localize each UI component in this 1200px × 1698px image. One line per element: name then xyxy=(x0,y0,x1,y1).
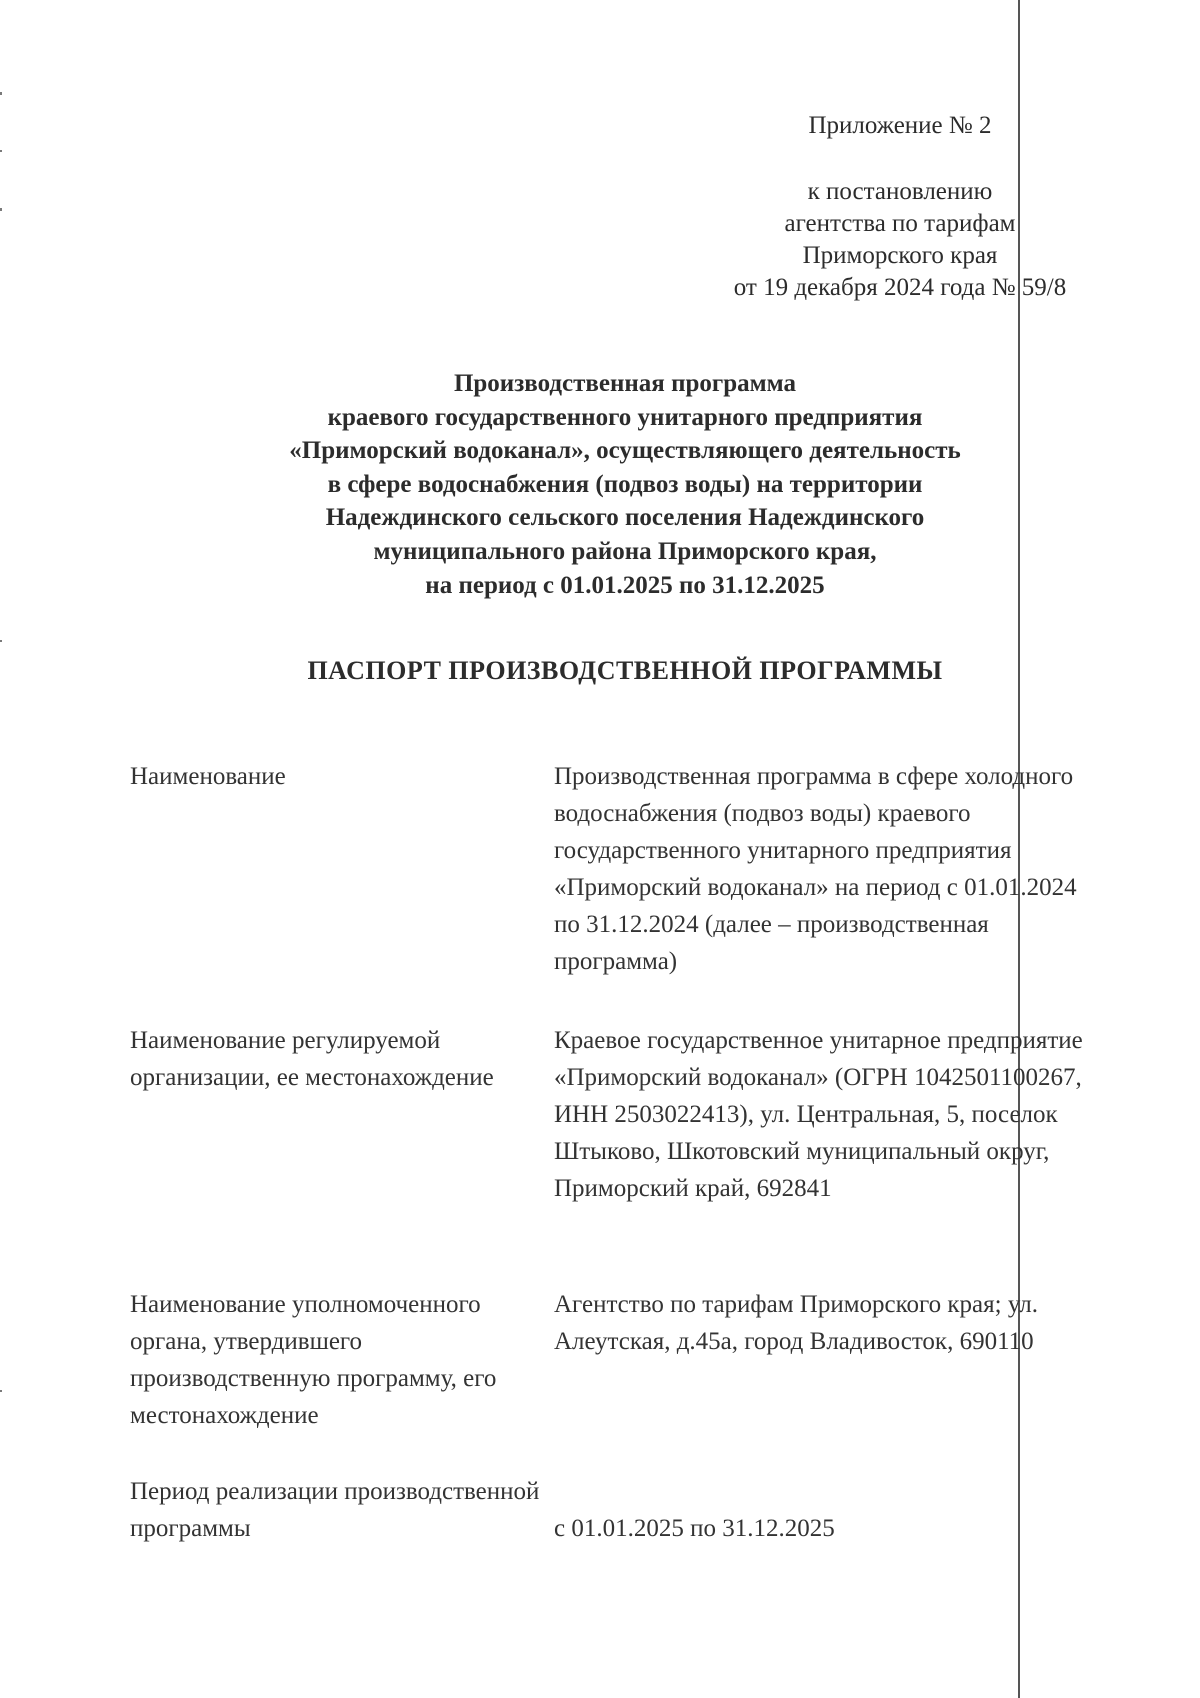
document-title xyxy=(60,367,1190,602)
appendix-number: Приложение № 2 xyxy=(808,112,992,139)
title-line: Надеждинского сельского поселения Надеждинского xyxy=(325,504,925,532)
scan-speck xyxy=(0,1390,2,1392)
title-line: муниципального района Приморского края, xyxy=(373,537,877,565)
passport-value: с 01.01.2025 по 31.12.2025 xyxy=(554,1515,835,1542)
passport-value: Краевое государственное унитарное предприятие «Приморский водоканал» (ОГРН 1042501100267, ИНН 2503022413), ул. Центральная, 5, поселок Штыково, Шкотовский муниципальный округ, Приморский край, 692841 xyxy=(554,1027,1083,1202)
passport-value: Производственная программа в сфере холодного водоснабжения (подвоз воды) краевого государственного унитарного предприятия «Приморский водоканал» на период с 01.01.2024 по 31.12.2024 (далее – производственная программа) xyxy=(554,763,1077,975)
appendix-line: к постановлению xyxy=(807,178,993,205)
scan-speck xyxy=(0,640,2,642)
scan-speck xyxy=(0,150,2,152)
passport-label: Наименование регулируемой организации, ее местонахождение xyxy=(130,1027,494,1091)
passport-label: Наименование уполномоченного органа, утвердившего производственную программу, его местонахождение xyxy=(130,1291,497,1429)
passport-value: Агентство по тарифам Приморского края; ул. Алеутская, д.45а, город Владивосток, 690110 xyxy=(554,1291,1038,1355)
title-line: краевого государственного унитарного предприятия xyxy=(327,403,923,431)
title-line: на период с 01.01.2025 по 31.12.2025 xyxy=(425,571,825,599)
scan-speck xyxy=(0,208,2,211)
passport-label: Наименование xyxy=(130,763,286,790)
passport-heading: ПАСПОРТ ПРОИЗВОДСТВЕННОЙ ПРОГРАММЫ xyxy=(307,656,943,685)
title-line: «Приморский водоканал», осуществляющего деятельность xyxy=(289,437,961,465)
title-line: Производственная программа xyxy=(453,370,797,397)
title-line: в сфере водоснабжения (подвоз воды) на территории xyxy=(327,470,923,498)
appendix-line: Приморского края xyxy=(802,242,998,269)
scan-speck xyxy=(0,92,2,95)
appendix-line: от 19 декабря 2024 года № 59/8 xyxy=(733,274,1067,301)
appendix-block xyxy=(700,110,1100,304)
passport-label: Период реализации производственной программы xyxy=(130,1478,540,1542)
appendix-line: агентства по тарифам xyxy=(784,210,1016,237)
